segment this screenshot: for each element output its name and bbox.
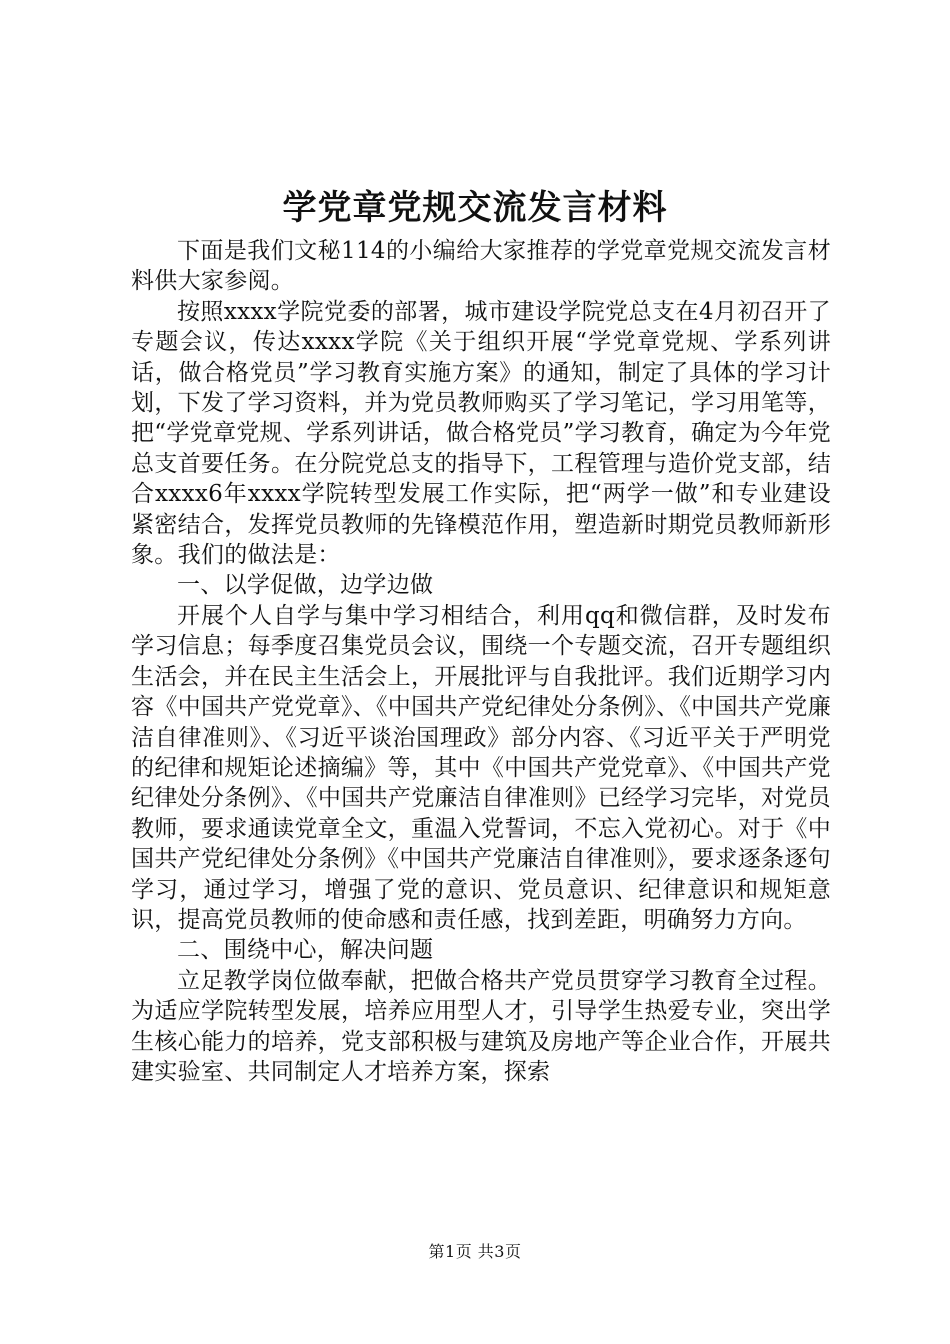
page-number-footer: 第1页 共3页: [428, 1242, 522, 1261]
section-1-paragraph: 开展个人自学与集中学习相结合，利用qq和微信群，及时发布学习信息；每季度召集党员会议，围绕一个专题交流，召开专题组织生活会，并在民主生活会上，开展批评与自我批评。我们近期学习内容《中国共产党党章》、《中国共产党纪律处分条例》、《中国共产党廉洁自律准则》、《习近平谈治国理政》部分内容、《习近平关于严明党的纪律和规矩论述摘编》等，其中《中国共产党党章》、《中国共产党纪律处分条例》、《中国共产党廉洁自律准则》已经学习完毕，对党员教师，要求通读党章全文，重温入党誓词，不忘入党初心。对于《中国共产党纪律处分条例》《中国共产党廉洁自律准则》，要求逐条逐句学习，通过学习，增强了党的意识、党员意识、纪律意识和规矩意识，提高党员教师的使命感和责任感，找到差距，明确努力方向。: [131, 602, 831, 933]
document-title: 学党章党规交流发言材料: [282, 188, 668, 228]
section-heading-1: 一、以学促做，边学边做: [177, 572, 434, 599]
intro-paragraph: 下面是我们文秘114的小编给大家推荐的学党章党规交流发言材料供大家参阅。: [131, 238, 831, 295]
background-paragraph: 按照xxxx学院党委的部署，城市建设学院党总支在4月初召开了专题会议，传达xxxx学院《关于组织开展“学党章党规、学系列讲话，做合格党员”学习教育实施方案》的通知，制定了具体的学习计划，下发了学习资料，并为党员教师购买了学习笔记，学习用笔等，把“学党章党规、学系列讲话，做合格党员”学习教育，确定为今年党总支首要任务。在分院党总支的指导下，工程管理与造价党支部，结合xxxx6年xxxx学院转型发展工作实际，把“两学一做”和专业建设紧密结合，发挥党员教师的先锋模范作用，塑造新时期党员教师新形象。我们的做法是：: [131, 298, 831, 569]
document-body: [131, 236, 831, 1087]
section-2-paragraph: 立足教学岗位做奉献，把做合格共产党员贯穿学习教育全过程。为适应学院转型发展，培养应用型人才，引导学生热爱专业，突出学生核心能力的培养，党支部积极与建筑及房地产等企业合作，开展共建实验室、共同制定人才培养方案，探索: [131, 967, 831, 1085]
section-heading-2: 二、围绕中心，解决问题: [177, 937, 434, 964]
